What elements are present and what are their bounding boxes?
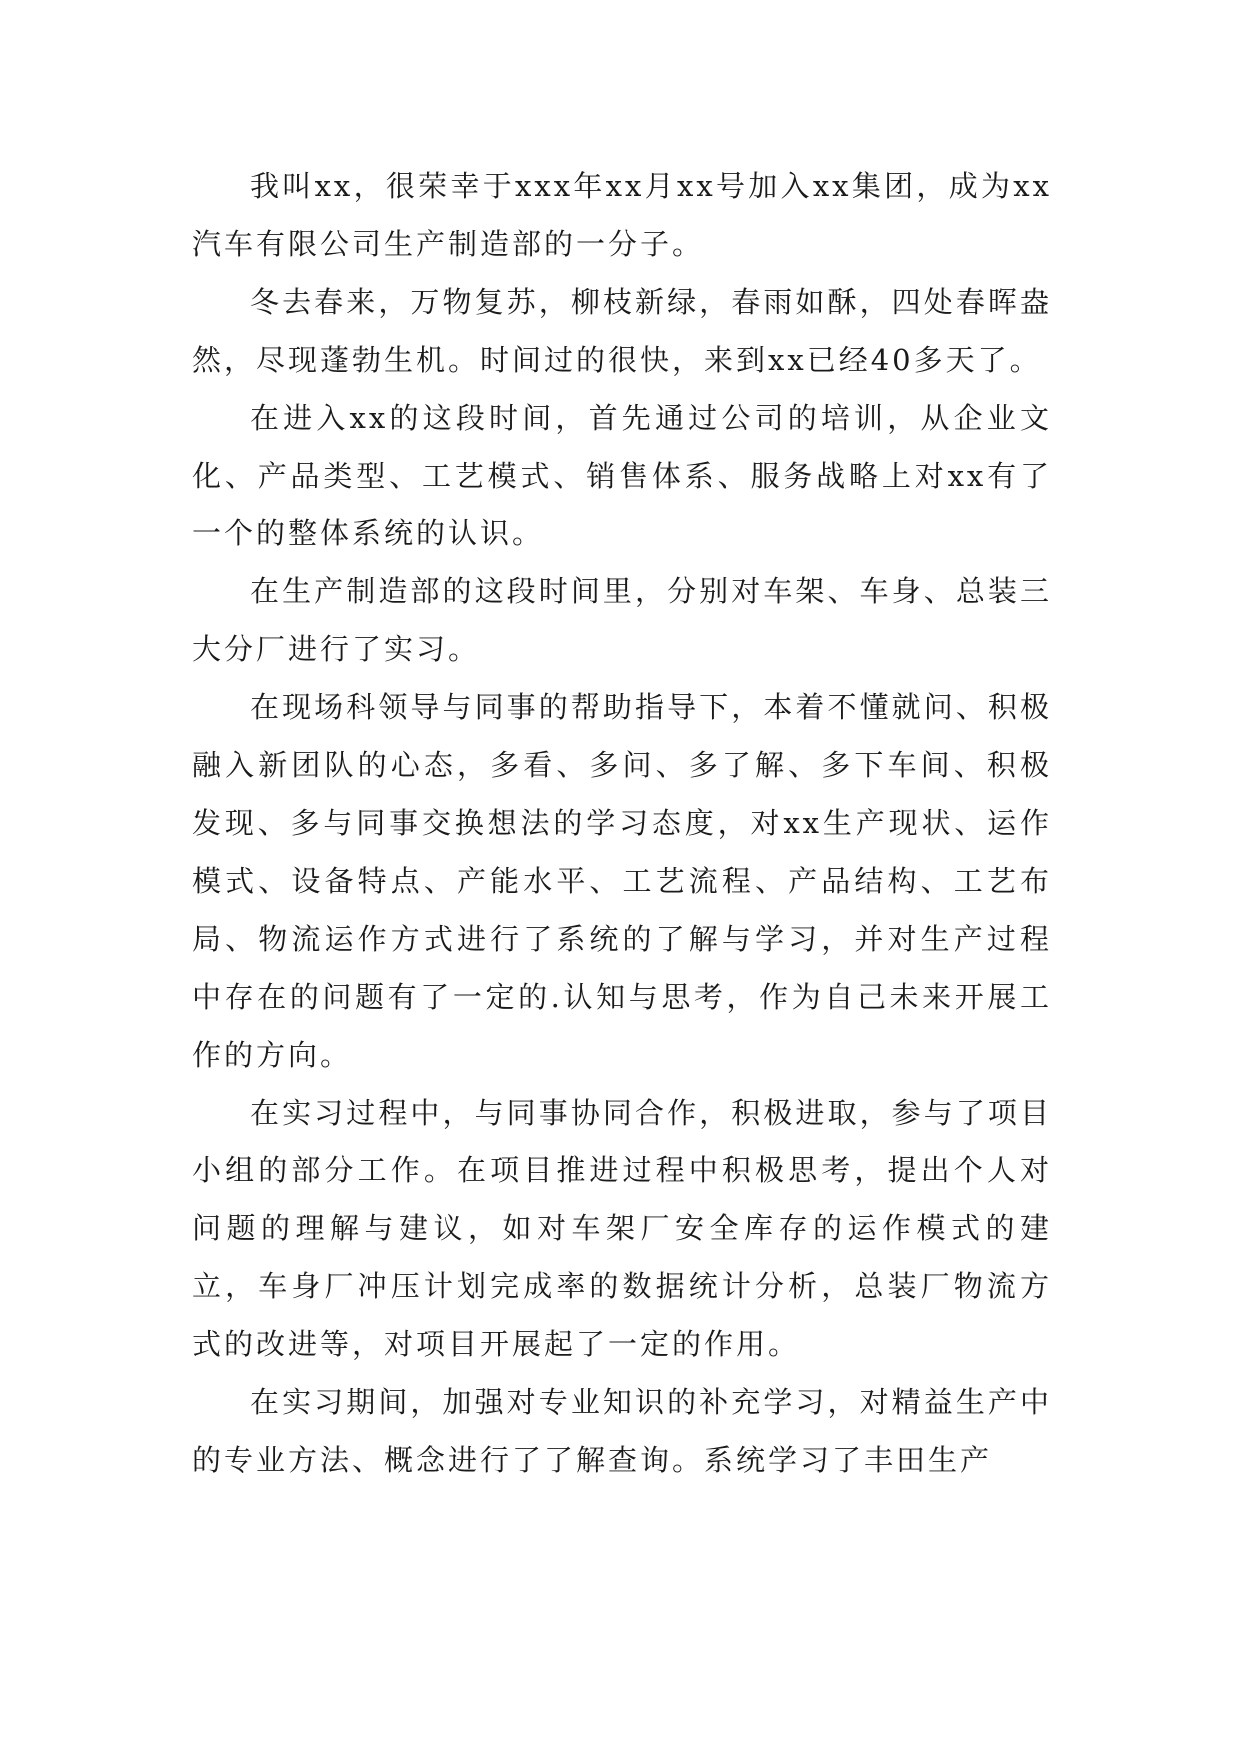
paragraph-6: 在实习过程中，与同事协同合作，积极进取，参与了项目小组的部分工作。在项目推进过程中积极思考，提出个人对问题的理解与建议，如对车架厂安全库存的运作模式的建立，车身厂冲压计划完成率的数据统计分析，总装厂物流方式的改进等，对项目开展起了一定的作用。 <box>192 1095 1052 1362</box>
paragraph-1: 我叫xx，很荣幸于xxx年xx月xx号加入xx集团，成为xx汽车有限公司生产制造部的一分子。 <box>192 169 1052 261</box>
paragraph-2: 冬去春来，万物复苏，柳枝新绿，春雨如酥，四处春晖盎然，尽现蓬勃生机。时间过的很快，来到xx已经40多天了。 <box>192 284 1052 377</box>
paragraph-7: 在实习期间，加强对专业知识的补充学习，对精益生产中的专业方法、概念进行了了解查询。系统学习了丰田生产 <box>192 1385 1052 1477</box>
paragraph-3: 在进入xx的这段时间，首先通过公司的培训，从企业文化、产品类型、工艺模式、销售体系、服务战略上对xx有了一个的整体系统的认识。 <box>192 400 1052 551</box>
document-body <box>192 158 1052 1490</box>
paragraph-4: 在生产制造部的这段时间里，分别对车架、车身、总装三大分厂进行了实习。 <box>192 574 1052 667</box>
paragraph-5: 在现场科领导与同事的帮助指导下，本着不懂就问、积极融入新团队的心态，多看、多问、多了解、多下车间、积极发现、多与同事交换想法的学习态度，对xx生产现状、运作模式、设备特点、产能水平、工艺流程、产品结构、工艺布局、物流运作方式进行了系统的了解与学习，并对生产过程中存在的问题有了一定的.认知与思考，作为自己未来开展工作的方向。 <box>192 690 1052 1072</box>
